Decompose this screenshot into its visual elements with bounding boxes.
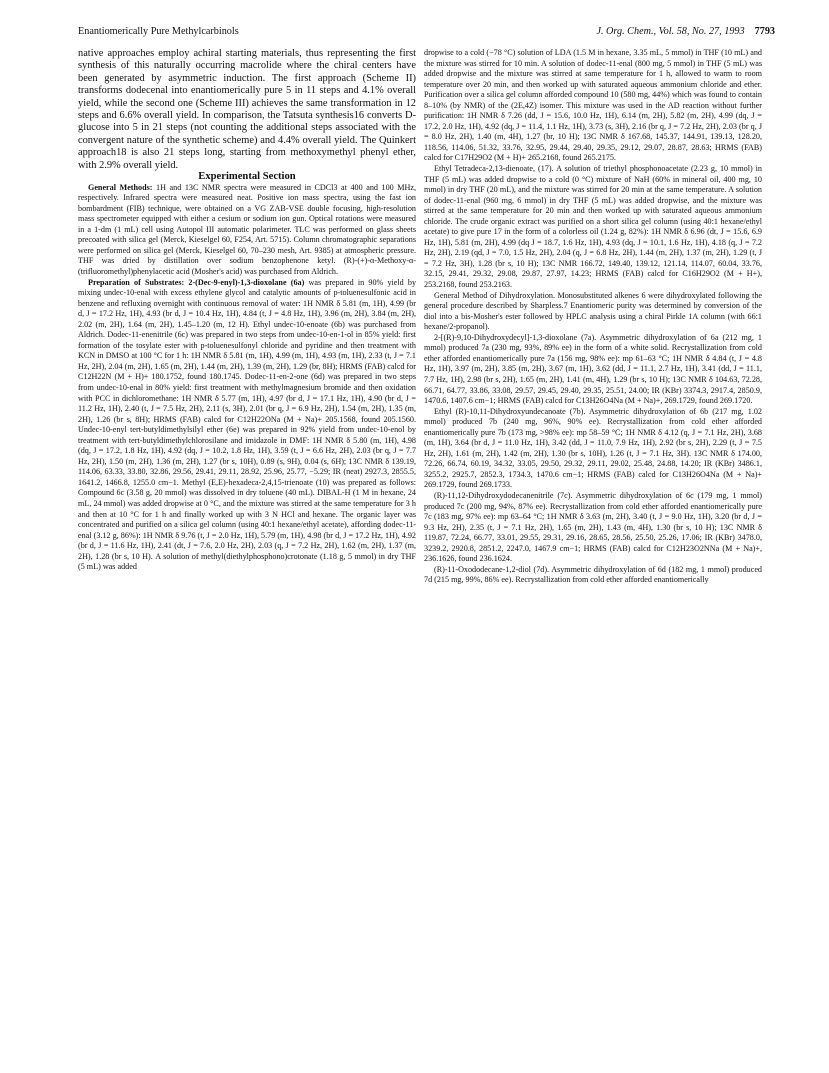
- substrates-heading: Preparation of Substrates: 2-(Dec-9-enyl)-1,3-dioxolane (6a): [88, 277, 305, 287]
- right-column: [424, 48, 762, 586]
- section-heading: Experimental Section: [198, 171, 296, 183]
- general-methods-heading: General Methods:: [88, 182, 153, 192]
- compound-7c: (R)-11,12-Dihydroxydodecanenitrile (7c). Asymmetric dihydroxylation of 6c (179 mg, 1 mmol) produced 7c (200 mg, 94%, 87% ee). Recrystallization from cold ether afforded enantiomerically pure 7c (183 mg, 97% ee): mp 63–64 °C; 1H NMR δ 3.63 (m, 2H), 3.40 (t, J = 9.0 Hz, 1H), 3.20 (br d, J = 9.3 Hz, 2H), 2.35 (t, J = 7.1 Hz, 2H), 1.65 (m, 2H), 1.43 (m, 4H), 1.30 (br s, 10 H); 13C NMR δ 119.87, 72.24, 66.77, 33.01, 29.55, 29.31, 29.16, 28.65, 28.56, 25.50, 25.26, 17.06; IR (KBr) 3478.0, 3239.2, 2920.8, 2851.2, 2247.0, 1467.9 cm−1; HRMS (FAB) calcd for C12H23O2NNa (M + Na)+, 236.1626, found 236.1624.: [424, 490, 762, 564]
- dihydroxylation-method: General Method of Dihydroxylation. Monosubstituted alkenes 6 were dihydroxylated following the general procedure described by Sharpless.7 Enantiomeric purity was determined by conversion of the diol into a bis-Mosher's ester followed by HPLC analysis using a chiral Pirkle 1A column (with 66:1 hexane/2-propanol).: [424, 290, 762, 332]
- substrates-paragraph: [78, 278, 416, 573]
- substrates-text: was prepared in 90% yield by mixing undec-10-enal with excess ethylene glycol and catalytic amounts of p-toluenesulfonic acid in benzene and refluxing overnight with continuous removal of water: 1H NMR δ 5.81 (m, 1H), 4.99 (br d, J = 17.2 Hz, 1H), 4.93 (br d, J = 10.4 Hz, 1H), 4.84 (t, J = 4.8 Hz, 1H), 3.96 (m, 2H), 3.84 (m, 2H), 2.02 (m, 2H), 1.64 (m, 2H), 1.45–1.20 (m, 12 H). Ethyl undec-10-enoate (6b) was purchased from Aldrich. Dodec-11-enenitrile (6c) was prepared in two steps from undec-10-en-1-ol in 85% yield: first formation of the tosylate ester with p-toluenesulfonyl chloride and pyridine and then treatment with KCN in DMSO at 100 °C for 1 h: 1H NMR δ 5.81 (m, 1H), 4.99 (m, 1H), 4.93 (m, 1H), 2.33 (t, J = 7.1 Hz, 2H), 2.04 (m, 2H), 1.65 (m, 2H), 1.44 (m, 2H), 1.39 (m, 2H), 1.29 (br, 8H); HRMS (FAB) calcd for C12H22N (M + H)+ 180.1752, found 180.1745. Dodec-11-en-2-one (6d) was prepared in two steps from undec-10-enal in 80% yield: first treatment with methylmagnesium bromide and then oxidation with PCC in dichloromethane: 1H NMR δ 5.77 (m, 1H), 4.97 (br d, J = 17.1 Hz, 1H), 4.90 (br d, J = 11.2 Hz, 1H), 2.40 (t, J = 7.5 Hz, 2H), 2.11 (s, 3H), 2.01 (br q, J = 6.9 Hz, 2H), 1.54 (m, 2H), 1.35 (m, 2H), 1.26 (br s, 8H); HRMS (FAB) calcd for C12H22ONa (M + Na)+ 205.1568, found 205.1560. Undec-10-enyl tert-butyldimethylsilyl ether (6e) was prepared in 92% yield from undec-10-enol by treatment with tert-butyldimethylchlorosilane and imidazole in DMF: 1H NMR δ 5.80 (m, 1H), 4.98 (dq, J = 17.2, 1.8 Hz, 1H), 4.92 (dq, J = 10.2, 1.8 Hz, 1H), 3.59 (t, J = 6.6 Hz, 2H), 2.03 (br q, J = 7.7 Hz, 2H), 1.50 (m, 2H), 1.36 (m, 2H), 1.27 (br s, 10H), 0.89 (s, 9H), 0.04 (s, 6H); 13C NMR δ 139.19, 114.06, 63.33, 33.80, 32.86, 29.56, 29.41, 29.11, 28.92, 25.96, 25.77, −5.29; IR (neat) 2927.3, 2855.5, 1641.2, 1466.8, 1255.0 cm−1. Methyl (E,E)-hexadeca-2,4,15-trienoate (10) was prepared as follows: Compound 6c (3.58 g, 20 mmol) was dissolved in dry toluene (40 mL). DIBAL-H (1 M in hexane, 24 mL, 24 mmol) was added dropwise at 0 °C, and the mixture was stirred at the same temperature for 3 h and then at 10 °C for 1 h and finally worked up with 3 N HCl and hexane. The organic layer was concentrated and purified on a silica gel column (using 40:1 hexane/ethyl acetate), affording dodec-11-enal (3.12 g, 86%): 1H NMR δ 9.76 (t, J = 2.0 Hz, 1H), 5.79 (m, 1H), 4.98 (br d, J = 17.2 Hz, 1H), 4.92 (br d, J = 11.6 Hz, 1H), 2.41 (dt, J = 7.6, 2.0 Hz, 2H), 2.03 (q, J = 7.2 Hz, 2H), 1.62 (m, 2H), 1.37 (m, 2H), 1.28 (br s, 10 H). A solution of methyl(diethylphosphono)crotonate (1.18 g, 5 mmol) in dry THF (5 mL) was added: [78, 277, 417, 572]
- journal-citation: [596, 26, 775, 37]
- general-methods-paragraph: [78, 183, 416, 278]
- procedure-continued: dropwise to a cold (−78 °C) solution of LDA (1.5 M in hexane, 3.35 mL, 5 mmol) in THF (10 mL) and the mixture was stirred for 10 min. A solution of dodec-11-enal (800 mg, 5 mmol) in THF (5 mL) was added dropwise and the mixture was stirred at same temperature for 1 h, allowed to warm to room temperature over 20 min, and then worked up with saturated aqueous ammonium chloride and ether. Purification over a silica gel column afforded compound 10 (580 mg, 44%) which was found to contain 8–10% (by NMR) of the (2E,4Z) isomer. This mixture was used in the AD reaction without further purification: 1H NMR δ 7.26 (dd, J = 15.6, 10.0 Hz, 1H), 6.14 (m, 2H), 5.82 (m, 2H), 4.99 (dq, J = 17.2, 2.0 Hz, 1H), 4.92 (dq, J = 11.4, 1.1 Hz, 1H), 3.73 (s, 3H), 2.16 (br q, J = 7.2 Hz, 2H), 2.03 (br q, J = 8.0 Hz, 2H), 1.40 (m, 4H), 1.27 (br, 10 H); 13C NMR δ 167.68, 145.37, 144.91, 139.13, 128.20, 118.56, 114.06, 51.32, 33.76, 32.95, 29.44, 29.40, 29.35, 29.12, 29.07, 28.87, 28.63; HRMS (FAB) calcd for C17H29O2 (M + H)+ 265.2168, found 265.2175.: [424, 48, 762, 163]
- procedure-17: Ethyl Tetradeca-2,13-dienoate, (17). A solution of triethyl phosphonoacetate (2.23 g, 10 mmol) in THF (5 mL) was added dropwise to a cold (0 °C) mixture of NaH (60% in mineral oil, 400 mg, 10 mmol) in dry THF (20 mL), and the mixture was stirred for 20 min at the same temperature. A solution of dodec-11-enal (960 mg, 6 mmol) in dry THF (5 mL) was added dropwise, and the mixture was stirred at the same temperature for 20 min and then worked up with saturated aqueous ammonium chloride. The crude organic extract was purified on a short silica gel column (using 40:1 hexane/ethyl acetate) to give pure 17 in the form of a colorless oil (1.24 g, 82%): 1H NMR δ 6.96 (dt, J = 15.6, 6.9 Hz, 1H), 5.81 (m, 2H), 4.99 (dq J = 18.7, 1.6 Hz, 1H), 4.93 (dq, J = 10.1, 1.6 Hz, 1H), 4.18 (q, J = 7.2 Hz, 2H), 2.19 (qd, J = 7.0, 1.5 Hz, 2H), 2.04 (q, J = 6.8 Hz, 2H), 1.44 (m, 2H), 1.37 (m, 2H), 1.29 (t, J = 7.2 Hz, 3H), 1.28 (br s, 10 H); 13C NMR 166.72, 149.40, 139.12, 121.14, 114.07, 60.04, 33.76, 32.15, 29.41, 29.32, 29.08, 29.87, 27.97, 14.23; HRMS (FAB) calcd for C16H29O2 (M + H+), 253.2168, found 253.2163.: [424, 164, 762, 290]
- compound-7a: 2-[(R)-9,10-Dihydroxydecyl]-1,3-dioxolane (7a). Asymmetric dihydroxylation of 6a (212 mg, 1 mmol) produced 7a (230 mg, 93%, 89% ee) in the form of a white solid. Recrystallization from cold ether afforded enantiomerically pure 7a (156 mg, 98% ee): mp 61–63 °C; 1H NMR δ 4.84 (t, J = 4.8 Hz, 1H), 3.97 (m, 2H), 3.85 (m, 2H), 3.67 (m, 1H), 3.62 (dd, J = 11.1, 2.7 Hz, 1H), 3.41 (dd, J = 11.1, 7.7 Hz, 1H), 2.98 (br s, 2H), 1.65 (m, 2H), 1.41 (m, 4H), 1.29 (br s, 10 H); 13C NMR δ 104.63, 72.28, 66.71, 64.77, 33.86, 33.08, 29.57, 29.45, 29.40, 29.35, 25.51, 24.00; IR (KBr) 3374.3, 2917.4, 2850.9, 1470.6, 1407.6 cm−1; HRMS (FAB) calcd for C13H26O4Na (M + Na)+, 269.1729, found 269.1720.: [424, 332, 762, 406]
- intro-paragraph: native approaches employ achiral starting materials, thus representing the first synthesis of this naturally occurring macrolide where the chiral centers have been generated by asymmetric induction. The first approach (Scheme II) transforms dodecenal into enantiomerically pure 5 in 11 steps and 4.1% overall yield, while the second one (Scheme III) achieves the same transformation in 12 steps and 6.6% overall yield. In comparison, the Tatsuta synthesis16 converts D-glucose into 5 in 21 steps (not counting the additional steps associated with the convergent nature of the synthetic scheme) and 4.4% overall yield. The Quinkert approach18 is also 21 steps long, starting from methoxymethyl phenyl ether, with 2.9% overall yield.: [78, 48, 416, 171]
- compound-7d: (R)-11-Oxododecane-1,2-diol (7d). Asymmetric dihydroxylation of 6d (182 mg, 1 mmol) produced 7d (215 mg, 99%, 86% ee). Recrystallization from cold ether afforded enantiomerically: [424, 564, 762, 585]
- left-column: [78, 48, 416, 573]
- page-number: 7793: [754, 26, 775, 37]
- running-title: Enantiomerically Pure Methylcarbinols: [78, 26, 239, 37]
- compound-7b: Ethyl (R)-10,11-Dihydroxyundecanoate (7b). Asymmetric dihydroxylation of 6b (217 mg, 1.02 mmol) produced 7b (240 mg, 96%, 90% ee). Recrystallization from cold ether afforded enantiomerically pure 7b (173 mg, >98% ee): mp 58–59 °C; 1H NMR δ 4.12 (q, J = 7.1 Hz, 2H), 3.68 (m, 1H), 3.64 (br d, J = 11.0 Hz, 1H), 3.42 (dd, J = 11.0, 7.9 Hz, 1H), 2.92 (br s, 2H), 2.29 (t, J = 7.5 Hz, 2H), 1.61 (m, 2H), 1.42 (m, 2H), 1.30 (br s, 10H), 1.26 (t, J = 7.1 Hz, 3H). 13C NMR δ 174.00, 72.26, 66.74, 60.19, 34.32, 33.05, 29.50, 29.32, 29.11, 29.02, 25.48, 24.88, 14.20; IR (KBr) 3486.1, 3255.2, 2925.7, 2852.3, 1734.3, 1470.6 cm−1; HRMS (FAB) calcd for C13H26O4Na (M + Na)+ 269.1729, found 269.1733.: [424, 406, 762, 490]
- general-methods-text: 1H and 13C NMR spectra were measured in CDCl3 at 400 and 100 MHz, respectively. Infrared spectra were measured neat. Positive ion mass spectra, using the fast ion bombardment (FIB) technique, were obtained on a VG ZAB-VSE double focusing, high-resolution mass spectrometer equipped with either a cesium or sodium ion gun. Optical rotations were measured in a 1-dm (1 mL) cell using Autopol III automatic polarimeter. TLC was performed on glass sheets precoated with silica gel (Merck, Kieselgel 60, F254, Art. 5715). Column chromatographic separations were performed on silica gel (Merck, Kieselgel 60, 70–230 mesh, Art. 9385) at atmospheric pressure. THF was dried by distillation over sodium benzophenone ketyl. (R)-(+)-α-Methoxy-α-(trifluoromethyl)phenylacetic acid (Mosher's acid) was purchased from Aldrich.: [78, 182, 416, 276]
- journal-name: J. Org. Chem., Vol. 58, No. 27, 1993: [596, 26, 745, 37]
- running-header: [78, 26, 775, 42]
